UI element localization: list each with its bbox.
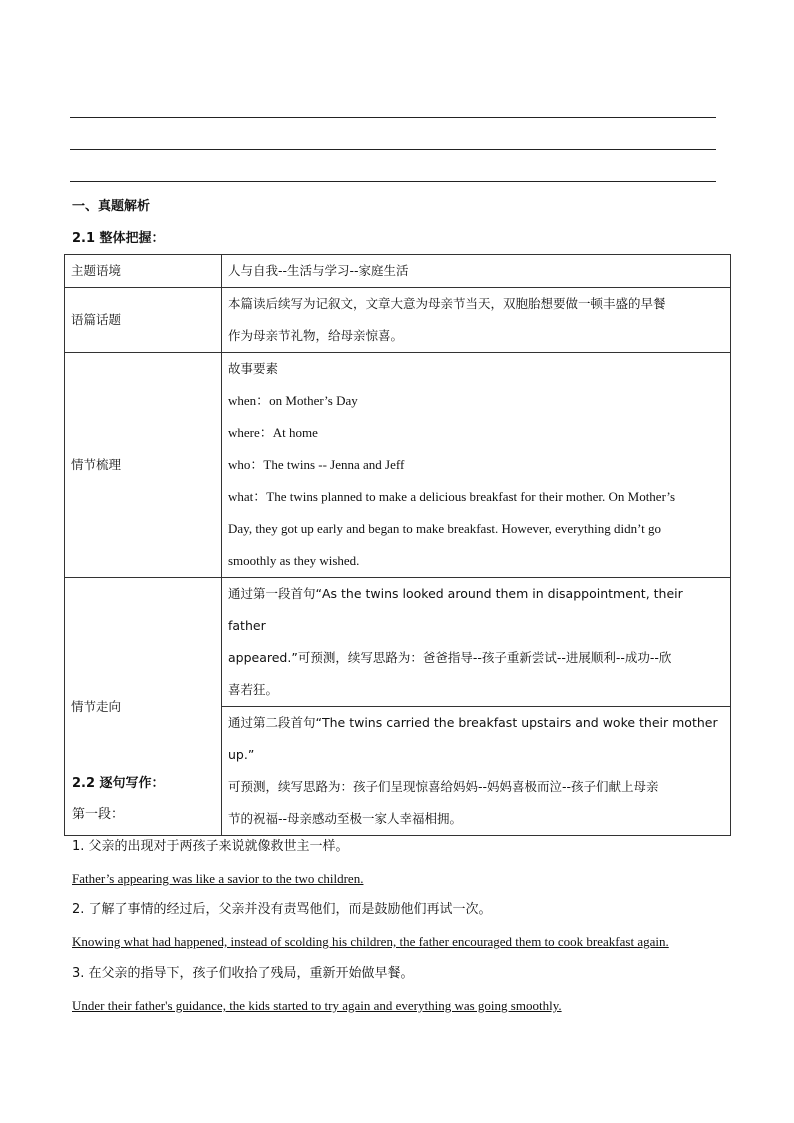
row-label: 情节梳理: [65, 353, 222, 578]
content-line: 作为母亲节礼物，给母亲惊喜。: [228, 328, 404, 343]
content-line: when：on Mother’s Day: [228, 393, 358, 408]
header-rule-3: [70, 181, 716, 182]
content-line: 喜若狂。: [228, 682, 279, 697]
table-row: [65, 255, 731, 288]
content-line: 可预测，续写思路为：孩子们呈现惊喜给妈妈--妈妈喜极而泣--孩子们献上母亲: [228, 779, 659, 794]
content-line: 节的祝福--母亲感动至极一家人幸福相拥。: [228, 811, 463, 826]
content-line: what：The twins planned to make a delicious breakfast for their mother. On Mother’s: [228, 489, 676, 504]
content-line: where：At home: [228, 425, 318, 440]
sentence-cn: 1. 父亲的出现对于两孩子来说就像救世主一样。: [72, 839, 349, 854]
sentence-cn: 2. 了解了事情的经过后，父亲并没有责骂他们，而是鼓励他们再试一次。: [72, 902, 492, 917]
row-content: [222, 578, 731, 707]
sentence-cn: 3. 在父亲的指导下，孩子们收拾了残局，重新开始做早餐。: [72, 966, 414, 981]
table-row: [65, 578, 731, 707]
content-line: 通过第一段首句“As the twins looked around them in disappointment, their father: [228, 586, 683, 633]
content-line: Day, they got up early and began to make breakfast. However, everything didn’t go: [228, 521, 662, 536]
row-label: 语篇话题: [65, 288, 222, 353]
content-line: 本篇读后续写为记叙文，文章大意为母亲节当天，双胞胎想要做一顿丰盛的早餐: [228, 296, 666, 311]
sentence-en: Knowing what had happened, instead of scolding his children, the father encouraged them to cook breakfast again.: [72, 934, 669, 949]
row-label: 情节走向: [65, 578, 222, 836]
table-row: [65, 353, 731, 578]
sub-heading-sentence-writing: 2.2 逐句写作：: [72, 776, 165, 791]
row-content: [222, 353, 731, 578]
table-row: [65, 288, 731, 353]
sub-heading-overview: 2.1 整体把握：: [72, 231, 165, 246]
content-line: 通过第二段首句“The twins carried the breakfast upstairs and woke their mother up.”: [228, 715, 718, 762]
content-line: 故事要素: [228, 361, 279, 376]
header-rule-2: [70, 149, 716, 150]
row-content: 人与自我--生活与学习--家庭生活: [222, 255, 731, 288]
paragraph-label: 第一段：: [72, 807, 125, 822]
sentence-en: Father’s appearing was like a savior to the two children.: [72, 871, 364, 886]
row-content: [222, 707, 731, 836]
analysis-table: [64, 254, 731, 836]
row-content: [222, 288, 731, 353]
content-line: appeared.”可预测，续写思路为：爸爸指导--孩子重新尝试--进展顺利--成功--欣: [228, 650, 672, 665]
header-rule-1: [70, 117, 716, 118]
section-heading: 一、真题解析: [72, 199, 151, 214]
content-line: who：The twins -- Jenna and Jeff: [228, 457, 405, 472]
row-label: 主题语境: [65, 255, 222, 288]
content-line: smoothly as they wished.: [228, 553, 360, 568]
sentence-en: Under their father's guidance, the kids started to try again and everything was going smoothly.: [72, 998, 562, 1013]
